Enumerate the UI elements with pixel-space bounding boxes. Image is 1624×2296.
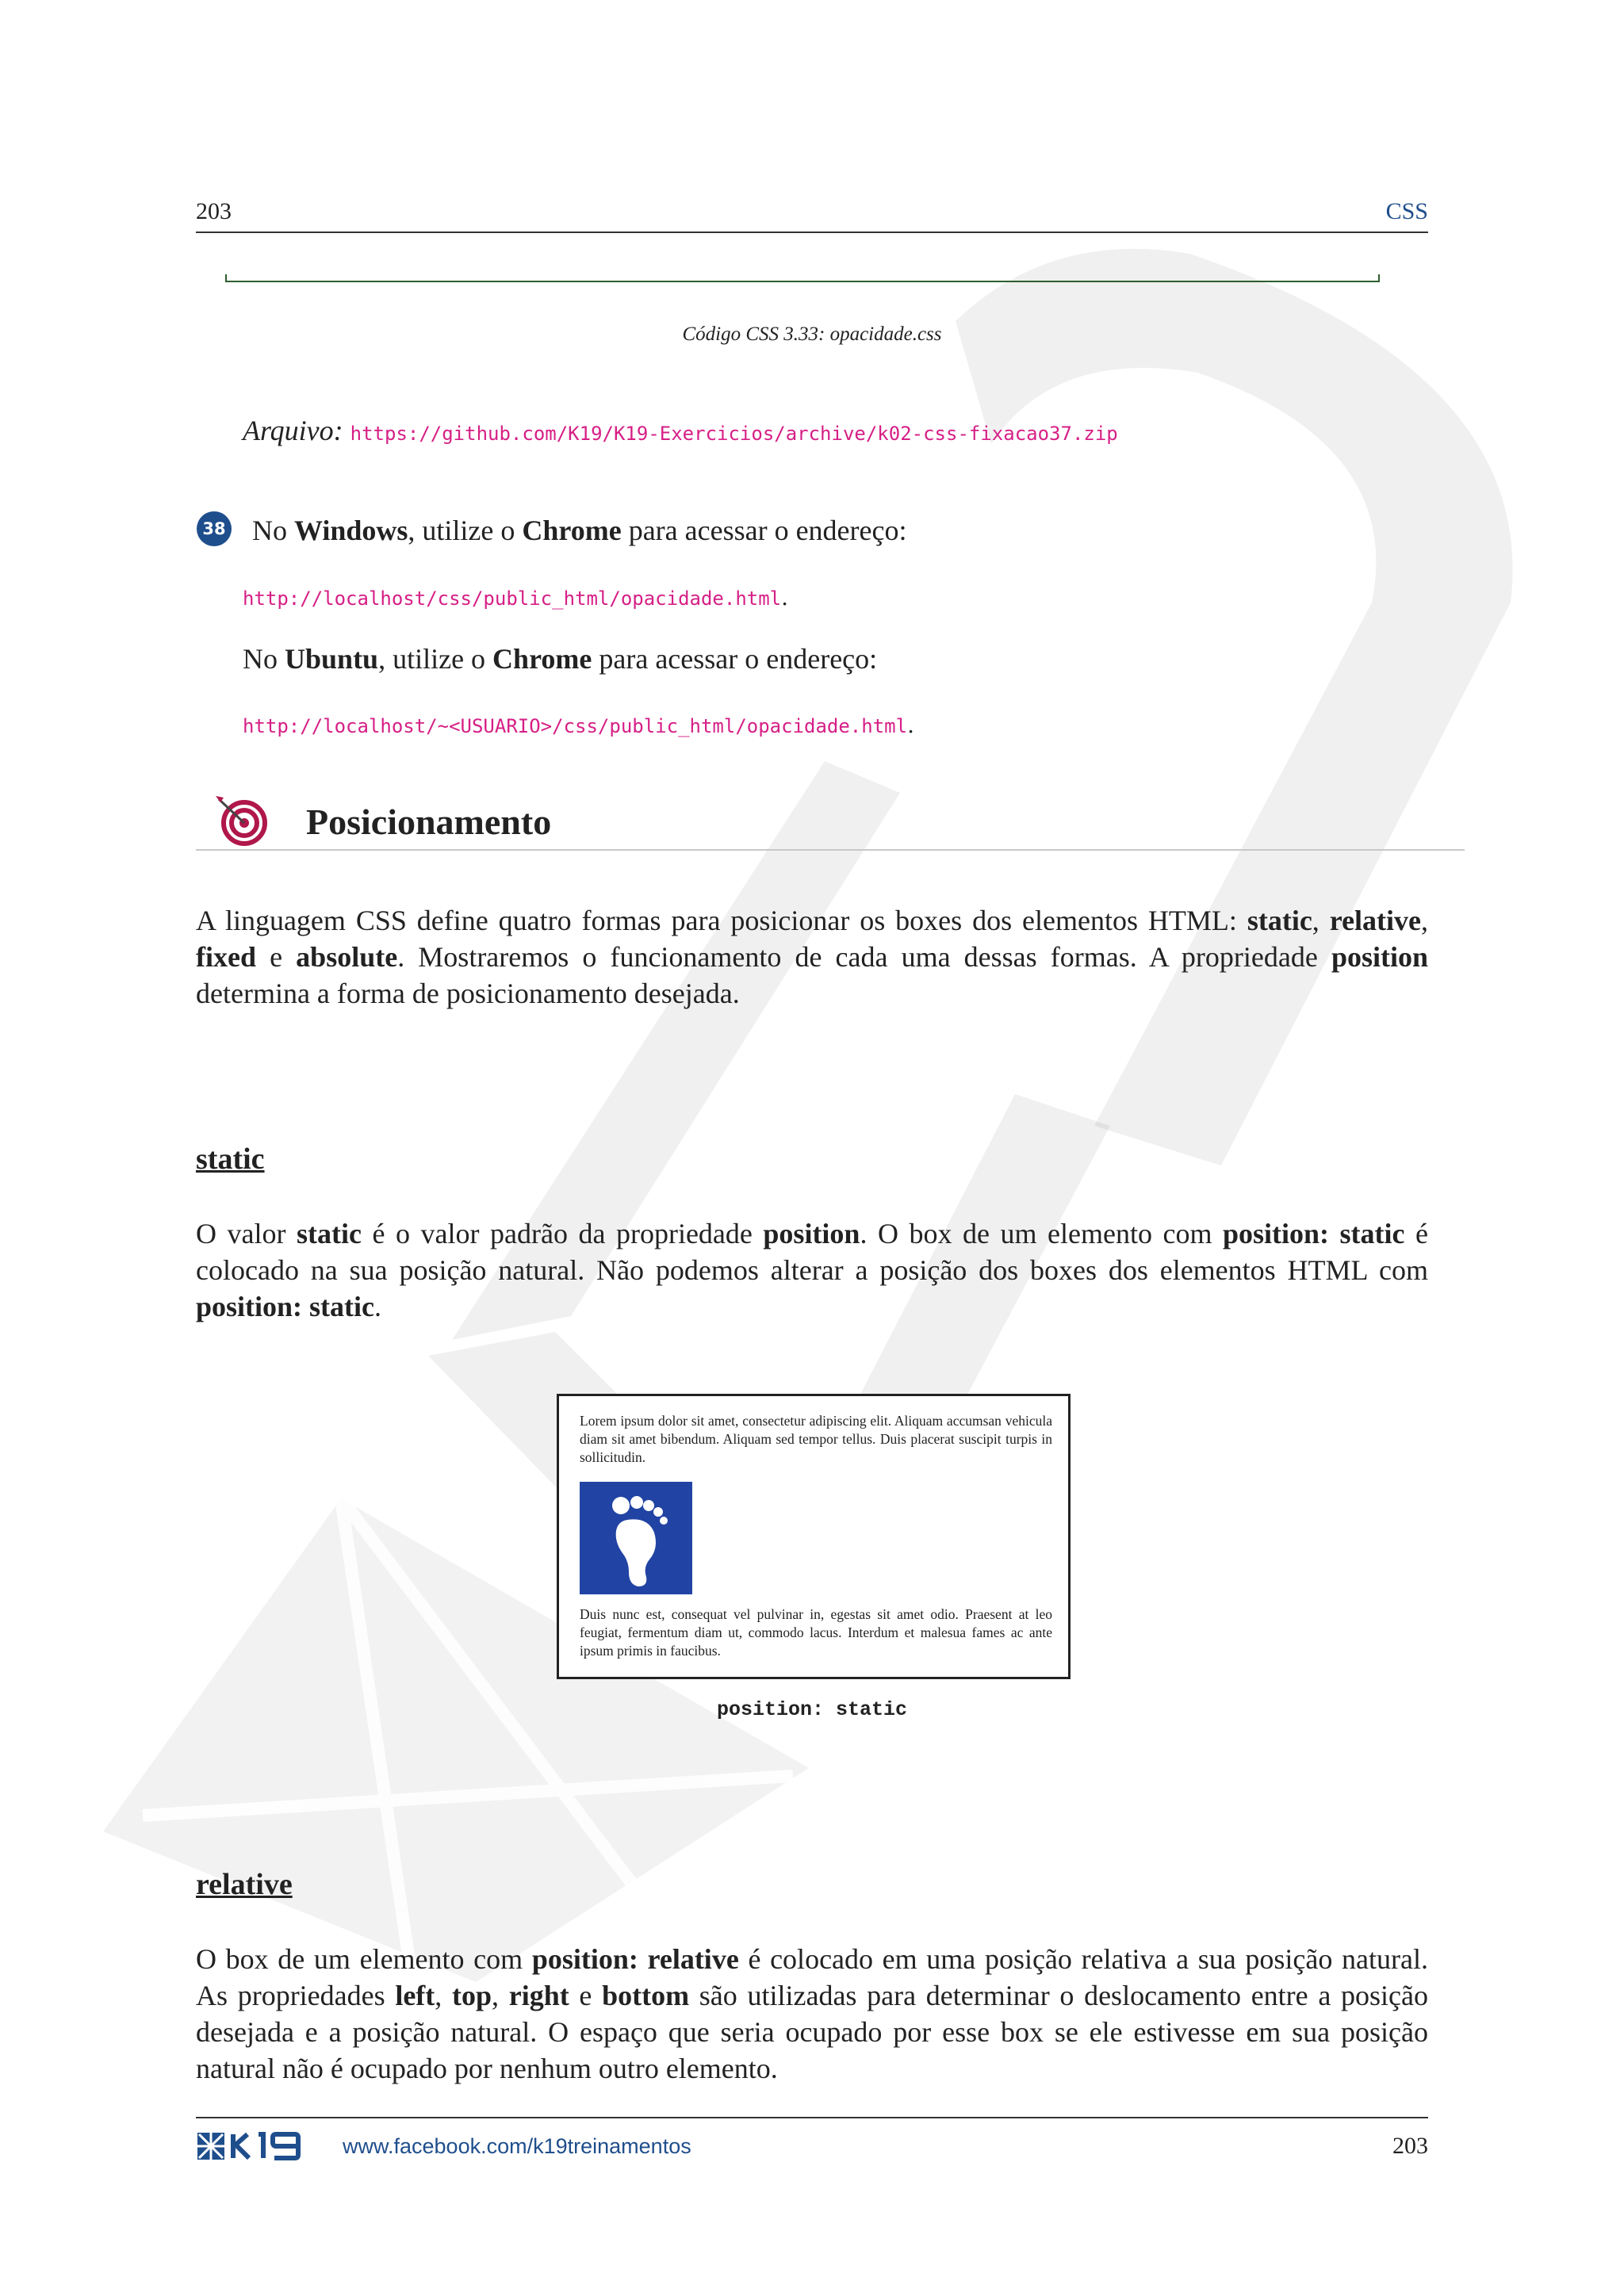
- footprint-icon: [580, 1482, 692, 1594]
- ubuntu-url-line: http://localhost/~<USUARIO>/css/public_html/opacidade.html.: [243, 712, 914, 738]
- subheading-relative: relative: [196, 1868, 293, 1901]
- ubuntu-url-link[interactable]: http://localhost/~<USUARIO>/css/public_html/opacidade.html: [243, 715, 908, 737]
- figure-text-bottom: Duis nunc est, consequat vel pulvinar in, egestas sit amet odio. Praesent at leo feugiat, fermentum diam ut, commodo lacus. Interdum et malesua fames ac ante ipsum primis in faucibus.: [580, 1606, 1052, 1659]
- windows-url-line: http://localhost/css/public_html/opacidade.html.: [243, 584, 789, 610]
- header-chapter-title: CSS: [1385, 198, 1428, 224]
- code-block-bottom-border: [225, 281, 1380, 282]
- footer-url-link[interactable]: www.facebook.com/k19treinamentos: [343, 2134, 691, 2158]
- intro-paragraph: A linguagem CSS define quatro formas para posicionar os boxes dos elementos HTML: static, relative, fixed e absolute. Mostraremos o funcionamento de cada uma dessas formas. A propriedade position determina a forma de posicionamento desejada.: [196, 905, 1429, 1009]
- header-page-number: 203: [196, 198, 232, 224]
- figure-text-top: Lorem ipsum dolor sit amet, consectetur adipiscing elit. Aliquam accumsan vehicula diam sit amet bibendum. Aliquam sed tempor tellus. Duis placerat suscipit turpis in sollicitudin.: [580, 1413, 1052, 1465]
- arquivo-link[interactable]: https://github.com/K19/K19-Exercicios/archive/k02-css-fixacao37.zip: [350, 423, 1118, 445]
- k19-logo: [197, 2131, 320, 2161]
- subheading-static: static: [196, 1142, 265, 1176]
- target-icon: [213, 793, 268, 848]
- footer-divider: [196, 2117, 1428, 2118]
- section-title: Posicionamento: [306, 802, 552, 842]
- section-divider: [196, 849, 1465, 851]
- footer-page-number: 203: [1392, 2133, 1428, 2159]
- exercise-windows-instruction: No Windows, utilize o Chrome para acessar o endereço:: [252, 515, 907, 546]
- relative-paragraph: O box de um elemento com position: relative é colocado em uma posição relativa a sua posição natural. As propriedades left, top, right e bottom são utilizadas para determinar o deslocamento entre a posição desejada e a posição natural. O espaço que seria ocupado por esse box se ele estivesse em sua posição natural não é ocupado por nenhum outro elemento.: [196, 1943, 1428, 2084]
- code-block-corner-right: [1378, 274, 1380, 282]
- windows-url-link[interactable]: http://localhost/css/public_html/opacidade.html: [243, 587, 782, 610]
- arquivo-line: [243, 414, 1118, 447]
- exercise-number-badge: 38: [197, 511, 232, 546]
- code-block-corner-left: [225, 274, 227, 282]
- footprint-image: [580, 1482, 692, 1594]
- static-figure-box: [557, 1394, 1071, 1679]
- arquivo-label: Arquivo:: [243, 415, 343, 446]
- code-caption: Código CSS 3.33: opacidade.css: [682, 323, 942, 345]
- exercise-ubuntu-instruction: No Ubuntu, utilize o Chrome para acessar o endereço:: [243, 643, 878, 675]
- static-paragraph: O valor static é o valor padrão da propriedade position. O box de um elemento com position: static é colocado na sua posição natural. Não podemos alterar a posição dos boxes dos elementos HTML com position: static.: [196, 1218, 1429, 1322]
- figure-caption: position: static: [716, 1698, 908, 1721]
- header-divider: [196, 232, 1428, 233]
